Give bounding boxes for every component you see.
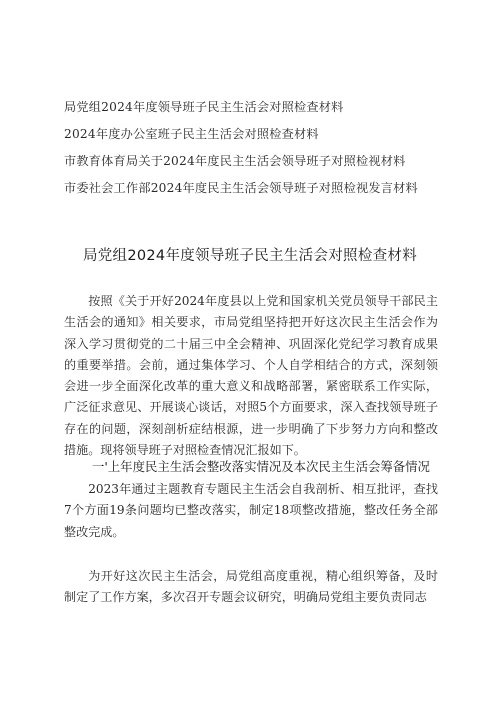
intro-paragraph: 按照《关于开好2024年度县以上党和国家机关党员领导干部民主生活会的通知》相关要求，市局党组坚持把开好这次民主生活会作为深入学习贯彻党的二十届三中全会精神、巩固深化党纪学习教育成果的重要举措。会前，通过集体学习、个人自学相结合的方式，深刻领会进一步全面深化改革的重大意义和战略部署，紧密联系工作实际，广泛征求意见、开展谈心谈话，对照5个方面要求，深入查找领导班子存在的问题，深刻剖析症结根源，进一步明确了下步努力方向和整改措施。现将领导班子对照检查情况汇报如下。 [64, 294, 438, 458]
intro-paragraph-block [64, 291, 438, 461]
toc-item: 局党组2024年度领导班子民主生活会对照检查材料 [64, 100, 344, 114]
section-heading: 一'上年度民主生活会整改落实情况及本次民主生活会筹备情况 [92, 459, 430, 474]
document-title: 局党组2024年度领导班子民主生活会对照检查材料 [82, 248, 418, 264]
section-paragraph-block [64, 566, 438, 609]
section-paragraph-block [64, 479, 438, 543]
toc-item: 市委社会工作部2024年度民主生活会领导班子对照检视发言材料 [64, 181, 418, 195]
section-paragraph: 为开好这次民主生活会，局党组高度重视，精心组织筹备，及时制定了工作方案，多次召开专题会议研究，明确局党组主要负责同志 [64, 569, 438, 605]
toc-item: 2024年度办公室班子民主生活会对照检查材料 [64, 127, 319, 141]
table-of-contents [64, 94, 464, 202]
toc-item: 市教育体育局关于2024年度民主生活会领导班子对照检视材料 [64, 154, 406, 168]
section-paragraph: 2023年通过主题教育专题民主生活会自我剖析、相互批评，查找7个方面19条问题均已整改落实，制定18项整改措施，整改任务全部整改完成。 [64, 482, 438, 539]
